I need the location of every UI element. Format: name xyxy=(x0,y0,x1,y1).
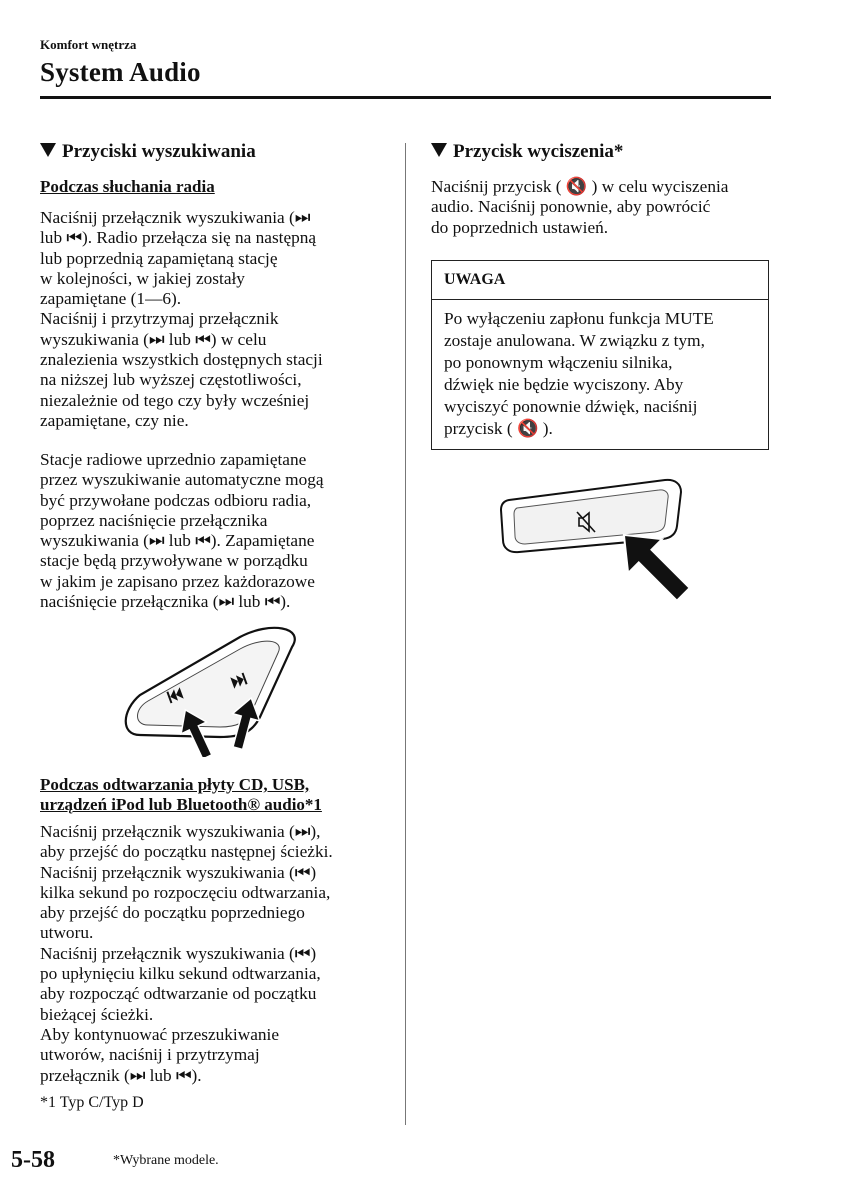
text-line: Naciśnij i przytrzymaj przełącznik xyxy=(40,309,279,329)
text-line: zostaje anulowana. W związku z tym, xyxy=(444,331,705,350)
text-line: niezależnie od tego czy były wcześniej xyxy=(40,390,310,410)
footnote: *1 Typ C/Typ D xyxy=(40,1094,144,1111)
text-line: przez wyszukiwanie automatyczne mogą xyxy=(40,470,324,490)
mute-paragraph xyxy=(431,177,728,238)
note-box xyxy=(431,260,769,450)
text-line: Naciśnij przycisk ( 🔇 ) w celu wyciszenia xyxy=(431,177,729,196)
text-line: Naciśnij przełącznik wyszukiwania (⏭), xyxy=(40,822,321,841)
text-line: lub poprzednią zapamiętaną stację xyxy=(40,248,278,268)
text-line: przełącznik (⏭ lub ⏮). xyxy=(40,1065,202,1085)
text-line: Naciśnij przełącznik wyszukiwania (⏮) xyxy=(40,943,317,963)
text-line: audio. Naciśnij ponownie, aby powrócić xyxy=(431,197,711,217)
text-line: Aby kontynuować przeszukiwanie xyxy=(40,1024,279,1044)
text-line: po ponownym włączeniu silnika, xyxy=(444,353,673,372)
text-line: po upłynięciu kilku sekund odtwarzania, xyxy=(40,964,321,984)
text-line: wyciszyć ponownie dźwięk, naciśnij xyxy=(444,397,698,416)
mute-button-illustration xyxy=(495,478,705,610)
note-body xyxy=(444,308,714,440)
text-line: zapamiętane, czy nie. xyxy=(40,410,189,430)
subheading-cd-line-2: urządzeń iPod lub Bluetooth® audio*1 xyxy=(40,795,322,814)
text-line: aby przejść do początku następnej ścieżki. xyxy=(40,842,333,862)
subheading-cd xyxy=(40,775,322,815)
text-line: na niższej lub wyższej częstotliwości, xyxy=(40,370,302,390)
seek-switch-illustration xyxy=(120,625,300,757)
note-header xyxy=(432,261,768,300)
heading-mute-button xyxy=(431,141,623,163)
text-line: znalezienia wszystkich dostępnych stacji xyxy=(40,350,323,370)
text-line: być przywołane podczas odbioru radia, xyxy=(40,490,312,510)
footer-note: *Wybrane modele. xyxy=(113,1153,219,1168)
heading-seek-buttons-text: Przyciski wyszukiwania xyxy=(62,141,256,162)
section-label: Komfort wnętrza xyxy=(40,37,137,52)
triangle-bullet-icon xyxy=(40,143,56,157)
title-rule xyxy=(40,96,771,99)
text-line: przycisk ( 🔇 ). xyxy=(444,419,553,438)
heading-seek-buttons xyxy=(40,141,256,163)
text-line: wyszukiwania (⏭ lub ⏮). Zapamiętane xyxy=(40,531,315,551)
text-line: dźwięk nie będzie wyciszony. Aby xyxy=(444,375,684,394)
text-line: Stacje radiowe uprzednio zapamiętane xyxy=(40,450,307,469)
column-divider xyxy=(405,143,406,1125)
heading-mute-button-text: Przycisk wyciszenia* xyxy=(453,141,624,162)
text-line: w jakim je zapisano przez każdorazowe xyxy=(40,571,315,591)
text-line: poprzez naciśnięcie przełącznika xyxy=(40,510,268,530)
note-title: UWAGA xyxy=(444,271,506,288)
text-line: aby rozpocząć odtwarzanie od początku xyxy=(40,984,317,1004)
radio-paragraph-2 xyxy=(40,450,324,612)
text-line: utworu. xyxy=(40,923,94,943)
subheading-radio: Podczas słuchania radia xyxy=(40,177,215,196)
text-line: do poprzednich ustawień. xyxy=(431,217,609,237)
text-line: naciśnięcie przełącznika (⏭ lub ⏮). xyxy=(40,592,291,612)
text-line: kilka sekund po rozpoczęciu odtwarzania, xyxy=(40,882,331,902)
text-line: utworów, naciśnij i przytrzymaj xyxy=(40,1045,260,1065)
text-line: aby przejść do początku poprzedniego xyxy=(40,903,305,923)
cd-paragraph xyxy=(40,822,333,1086)
text-line: zapamiętane (1—6). xyxy=(40,289,182,309)
text-line: stacje będą przywoływane w porządku xyxy=(40,551,308,571)
subheading-cd-line-1: Podczas odtwarzania płyty CD, USB, xyxy=(40,775,310,794)
text-line: w kolejności, w jakiej zostały xyxy=(40,268,245,288)
text-line: lub ⏮). Radio przełącza się na następną xyxy=(40,228,317,248)
triangle-bullet-icon xyxy=(431,143,447,157)
page-number: 5-58 xyxy=(11,1147,55,1173)
page-title: System Audio xyxy=(40,57,201,87)
radio-paragraph-1 xyxy=(40,208,323,431)
text-line: bieżącej ścieżki. xyxy=(40,1004,154,1024)
text-line: Po wyłączeniu zapłonu funkcja MUTE xyxy=(444,309,714,328)
text-line: wyszukiwania (⏭ lub ⏮) w celu xyxy=(40,329,267,349)
text-line: Naciśnij przełącznik wyszukiwania (⏭ xyxy=(40,208,311,227)
text-line: Naciśnij przełącznik wyszukiwania (⏮) xyxy=(40,862,317,882)
